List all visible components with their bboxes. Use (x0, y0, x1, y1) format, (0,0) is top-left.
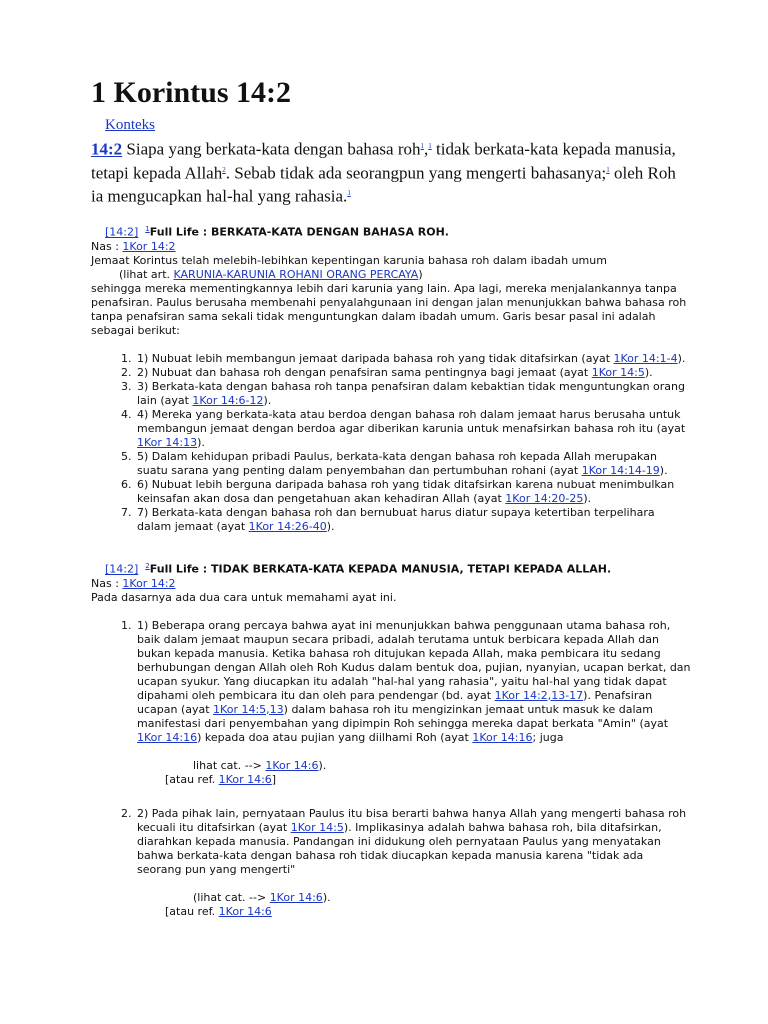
verse-text-part: . Sebab tidak ada seorangpun yang mengerti bahasanya; (225, 163, 607, 183)
verse-link[interactable]: 1Kor 14:5 (290, 820, 344, 834)
verse-link[interactable]: 1Kor 14:16 (472, 730, 533, 744)
see-note-line (137, 891, 691, 905)
list-item-text: ) kepada doa atau pujian yang diilhami Roh (ayat (197, 730, 473, 744)
list-item-end: ). (326, 519, 335, 533)
list-item-text: ). Implikasinya adalah bahwa bahasa roh, bila ditafsirkan, diarahkan kepada manusia. Pandangan ini didukung oleh pernyataan Paulus yang menyatakan bahwa berkata-kata dengan bahasa roh tidak diucapkan kepada manusia karena "tidak ada seorang pun yang mengerti" (137, 820, 662, 876)
verse-link[interactable]: 1Kor 14:2,13-17 (494, 688, 584, 702)
study-note-2 (91, 559, 691, 919)
list-item-end: ). (659, 463, 668, 477)
nas-label: Nas : (91, 576, 123, 590)
see-suffix: ) (418, 267, 423, 281)
verse-separator: , (424, 139, 429, 159)
konteks-link[interactable]: Konteks (105, 117, 155, 133)
list-item-text: 7) Berkata-kata dengan bahasa roh dan bernubuat harus diatur supaya ketertiban terpelihara dalam jemaat (ayat (137, 505, 655, 533)
note-paragraph: sehingga mereka mementingkannya lebih dari karunia yang lain. Apa lagi, mereka menjalankannya tanpa penafsiran. Paulus berusaha membenahi penyalahgunaan ini dengan jalan menunjukkan bahwa bahasa roh tanpa penafsiran sama sekali tidak menguntungkan dalam ibadah umum. Garis besar pasal ini adalah sebagai berikut: (91, 281, 687, 337)
verse-text-part: oleh Roh ia mengucapkan hal-hal yang rahasia. (91, 163, 676, 206)
list-item-text: 2) Pada pihak lain, pernyataan Paulus itu bisa berarti bahwa hanya Allah yang mengerti bahasa roh kecuali itu ditafsirkan (ayat (137, 806, 687, 834)
nas-line (91, 577, 691, 591)
see-suffix: ). (322, 890, 331, 904)
list-item-text: ) dalam bahasa roh itu mengizinkan jemaat untuk masuk ke dalam manifestasi dari penyembahan yang dipimpin Roh sehingga mereka dapat berkata "Amin" (ayat (137, 702, 669, 730)
footnote-link[interactable]: 1 (347, 189, 351, 198)
see-prefix: (lihat cat. --> (193, 890, 270, 904)
list-item-text: ). Penafsiran ucapan (ayat (137, 688, 653, 716)
alt-ref-line (137, 773, 691, 787)
list-item-end: ). (197, 435, 205, 449)
ref-suffix: ] (271, 772, 277, 786)
list-item-end: ). (677, 351, 686, 365)
list-item-text: ; juga (532, 730, 564, 744)
list-item-end: ). (263, 393, 272, 407)
list-item-text: 4) Mereka yang berkata-kata atau berdoa dengan bahasa roh dalam jemaat harus berusaha untuk membangun jemaat dengan berdoa agar diberikan karunia untuk menafsirkan bahasa roh itu (ayat (137, 407, 686, 435)
outline-list (91, 352, 691, 534)
list-item (135, 478, 691, 506)
list-item-text: 6) Nubuat lebih berguna daripada bahasa roh yang tidak ditafsirkan karena nubuat menimbulkan keinsafan akan dosa dan pengetahuan akan kehadiran Allah (ayat (137, 477, 675, 505)
interpretation-list (91, 619, 691, 919)
verse-text (91, 136, 691, 207)
footnote-link[interactable]: 1 (145, 225, 150, 233)
nas-ref-link[interactable]: 1Kor 14:2 (122, 576, 176, 590)
verse-link[interactable]: 1Kor 14:5,13 (213, 702, 284, 716)
list-item-text: 3) Berkata-kata dengan bahasa roh tanpa penafsiran dalam kebaktian tidak menguntungkan orang lain (ayat (137, 379, 685, 407)
verse-link[interactable]: 1Kor 14:1-4 (613, 351, 678, 365)
list-item-end: ). (583, 491, 592, 505)
list-item-text: 1) Beberapa orang percaya bahwa ayat ini menunjukkan bahwa penggunaan utama bahasa roh, baik dalam jemaat maupun secara pribadi, adalah terutama untuk berbicara kepada Allah dan bukan kepada manusia. Ketika bahasa roh ditujukan kepada Allah, maka pembicara itu sedang berhubungan dengan Allah oleh Roh Kudus dalam bentuk doa, pujian, nyanyian, ucapan berkat, dan ucapan syukur. Yang diucapkan itu adalah "hal-hal yang rahasia", yaitu hal-hal yang tidak dapat dipahami oleh pembicara itu dan oleh para pendengar (bd. ayat (137, 618, 691, 702)
list-item (135, 450, 691, 478)
list-item (135, 366, 691, 380)
note-paragraph: Jemaat Korintus telah melebih-lebihkan kepentingan karunia bahasa roh dalam ibadah umum (91, 253, 607, 267)
verse-link[interactable]: 1Kor 14:13 (137, 435, 198, 449)
see-note-line (137, 759, 691, 773)
note-verse-ref-link[interactable]: [14:2] (105, 562, 139, 576)
list-item (135, 408, 691, 450)
see-prefix: (lihat art. (119, 267, 174, 281)
list-item (135, 619, 691, 787)
footnote-link[interactable]: 1 (428, 142, 432, 150)
verse-link[interactable]: 1Kor 14:20-25 (505, 491, 584, 505)
nas-label: Nas : (91, 239, 123, 253)
list-item (135, 506, 691, 534)
see-suffix: ). (318, 758, 327, 772)
verse-link[interactable]: 1Kor 14:6 (269, 890, 323, 904)
article-link[interactable]: KARUNIA-KARUNIA ROHANI ORANG PERCAYA (173, 267, 419, 281)
verse-link[interactable]: 1Kor 14:14-19 (581, 463, 660, 477)
verse-link[interactable]: 1Kor 14:6-12 (192, 393, 264, 407)
footnote-link[interactable]: 1 (420, 142, 424, 150)
ref-prefix: [atau ref. (165, 772, 219, 786)
list-item (135, 380, 691, 408)
see-prefix: lihat cat. --> (193, 758, 266, 772)
note-title: Full Life : BERKATA-KATA DENGAN BAHASA ROH. (149, 225, 449, 239)
note-title: Full Life : TIDAK BERKATA-KATA KEPADA MANUSIA, TETAPI KEPADA ALLAH. (149, 562, 612, 576)
footnote-link[interactable]: 2 (145, 562, 150, 570)
footnote-link[interactable]: 1 (606, 165, 610, 174)
list-item-text: 2) Nubuat dan bahasa roh dengan penafsiran sama pentingnya bagi jemaat (ayat (137, 365, 592, 379)
verse-link[interactable]: 1Kor 14:6 (218, 772, 272, 786)
page-title: 1 Korintus 14:2 (91, 76, 292, 109)
list-item (135, 352, 691, 366)
see-article-line (91, 268, 691, 282)
study-note-1 (91, 222, 691, 534)
alt-ref-line (137, 905, 691, 919)
ref-prefix: [atau ref. (165, 904, 219, 918)
verse-text-part: Siapa yang berkata-kata dengan bahasa roh (122, 139, 421, 159)
list-item-text: 5) Dalam kehidupan pribadi Paulus, berkata-kata dengan bahasa roh kepada Allah merupakan suatu sarana yang penting dalam penyembahan dan pertumbuhan rohani (ayat (137, 449, 657, 477)
verse-link[interactable]: 1Kor 14:26-40 (248, 519, 327, 533)
footnote-link[interactable]: 2 (222, 165, 226, 174)
verse-link[interactable]: 1Kor 14:16 (137, 730, 198, 744)
note-header (91, 559, 691, 577)
list-item-end: ). (644, 365, 653, 379)
verse-link[interactable]: 1Kor 14:6 (218, 904, 272, 918)
list-item-text: 1) Nubuat lebih membangun jemaat daripada bahasa roh yang tidak ditafsirkan (ayat (137, 351, 614, 365)
verse-text-part: tidak berkata-kata kepada manusia, tetapi kepada Allah (91, 139, 676, 183)
list-item (135, 807, 691, 919)
note-paragraph: Pada dasarnya ada dua cara untuk memahami ayat ini. (91, 590, 397, 604)
note-header (91, 222, 691, 240)
note-verse-ref-link[interactable]: [14:2] (105, 225, 139, 239)
verse-ref-link[interactable]: 14:2 (91, 139, 123, 159)
nas-ref-link[interactable]: 1Kor 14:2 (122, 239, 176, 253)
verse-link[interactable]: 1Kor 14:5 (591, 365, 645, 379)
nas-line (91, 240, 691, 254)
verse-link[interactable]: 1Kor 14:6 (265, 758, 319, 772)
